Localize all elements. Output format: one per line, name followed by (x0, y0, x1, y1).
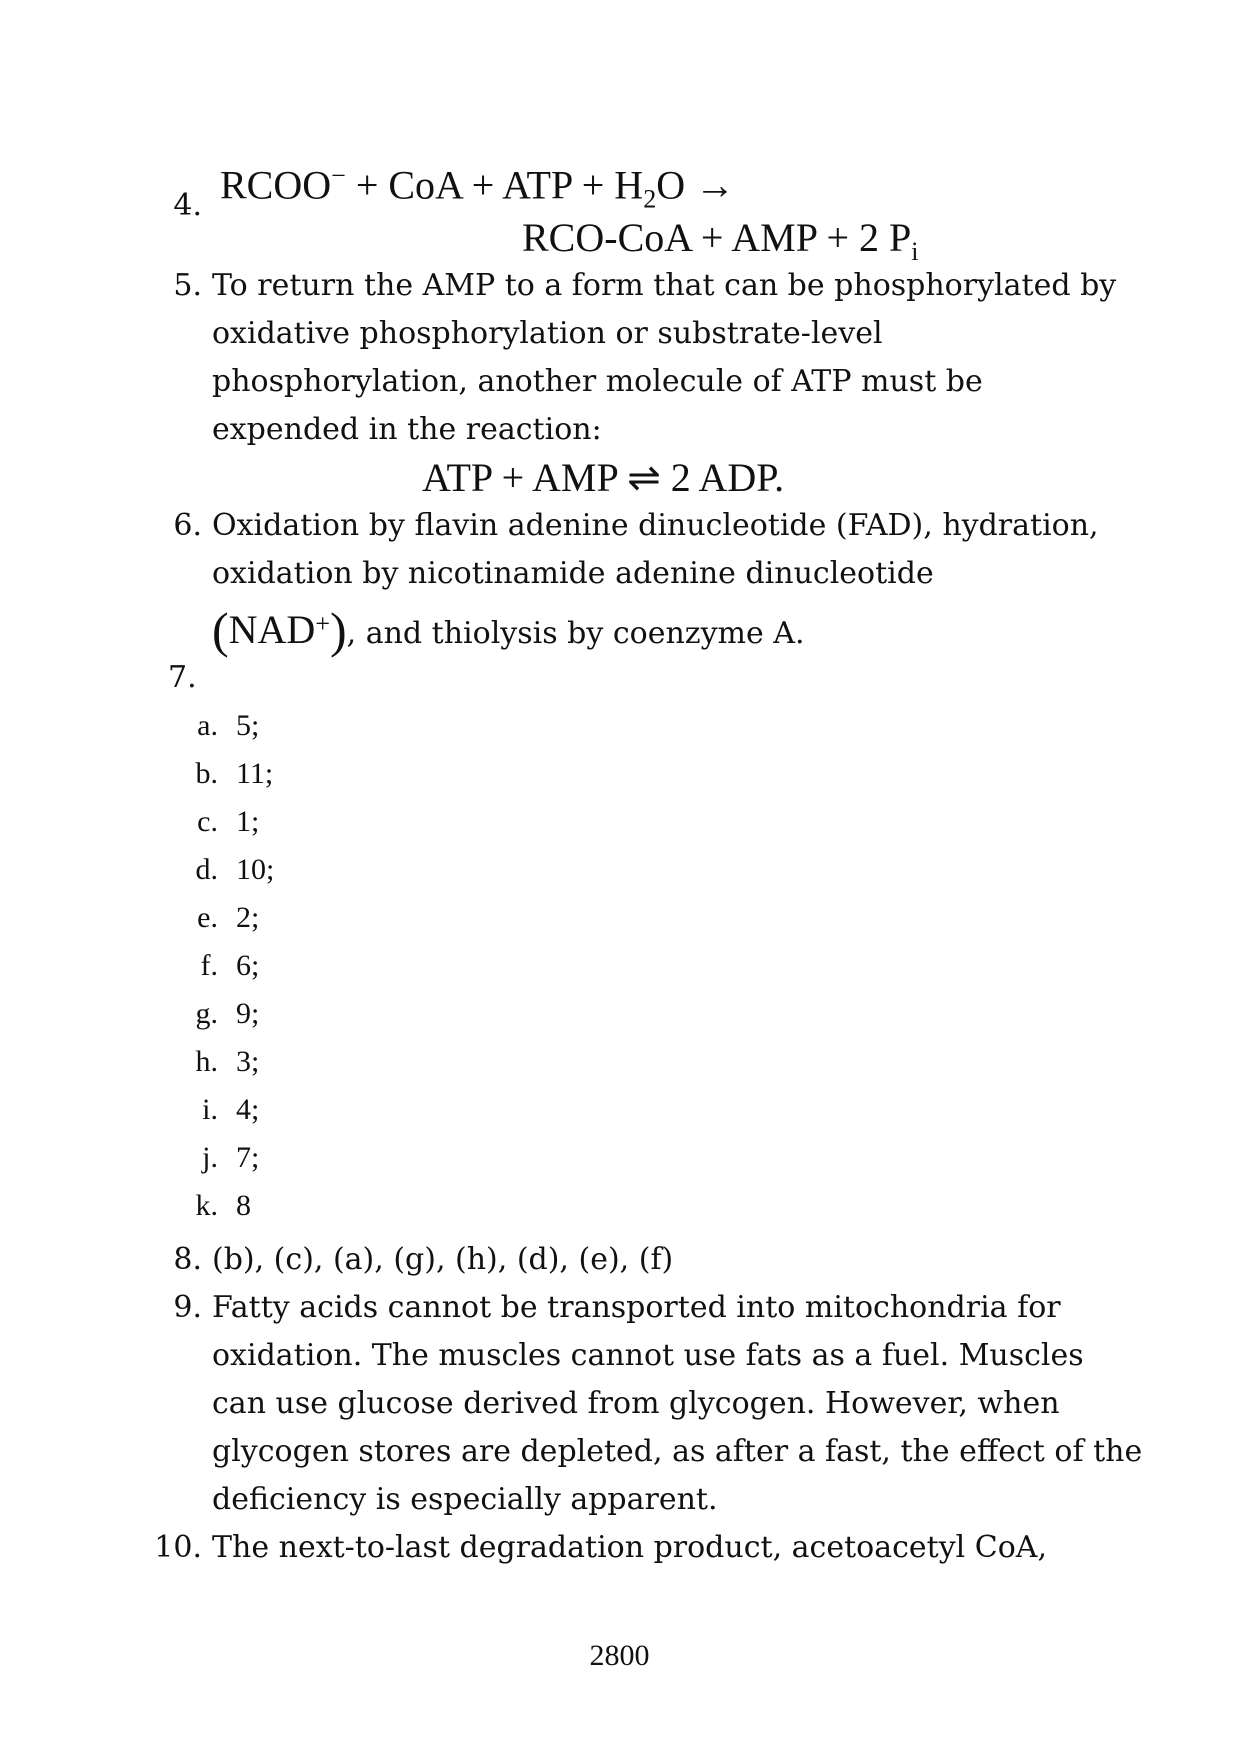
sub-item-label: j. (202, 1141, 218, 1174)
item-number: 8. (173, 1242, 202, 1277)
equation-superscript: − (331, 161, 346, 190)
page-number: 2800 (589, 1639, 650, 1672)
text-line: To return the AMP to a form that can be phosphorylated by (212, 268, 1117, 303)
item-number: 6. (173, 508, 202, 543)
equation-term: RCO-CoA + AMP + 2 P (522, 215, 912, 260)
sub-item-value: 2; (236, 901, 260, 934)
equation-term: O → (656, 162, 736, 208)
sub-item-label: k. (195, 1189, 218, 1222)
sub-item-value: 11; (236, 757, 274, 790)
sub-item-value: 3; (236, 1045, 260, 1078)
equation-subscript: 2 (643, 184, 657, 214)
item-number: 7. (168, 660, 197, 695)
sub-item-value: 9; (236, 997, 260, 1030)
text-line: Fatty acids cannot be transported into mitochondria for (212, 1290, 1061, 1325)
open-paren: ( (212, 602, 229, 658)
text-line: expended in the reaction: (212, 412, 602, 447)
sub-item-value: 6; (236, 949, 260, 982)
item-number: 10. (154, 1530, 202, 1565)
sub-item-value: 1; (236, 805, 260, 838)
sub-item-value: 7; (236, 1141, 260, 1174)
sub-item-value: 4; (236, 1093, 260, 1126)
equation-term: RCOO (220, 162, 332, 208)
text-line: glycogen stores are depleted, as after a fast, the effect of the (212, 1434, 1143, 1469)
text-line: oxidative phosphorylation or substrate-level (212, 316, 883, 351)
text-line: Oxidation by flavin adenine dinucleotide (FAD), hydration, (212, 508, 1099, 543)
equation-subscript: i (911, 237, 919, 266)
text-line: can use glucose derived from glycogen. However, when (212, 1386, 1060, 1421)
sub-item-label: i. (202, 1093, 218, 1126)
item-number: 5. (173, 268, 202, 303)
sub-item-value: 5; (236, 709, 260, 742)
text-line: oxidation by nicotinamide adenine dinucleotide (212, 556, 934, 591)
text-line: phosphorylation, another molecule of ATP must be (212, 364, 983, 399)
sub-item-value: 10; (236, 853, 275, 886)
sub-item-label: h. (195, 1045, 218, 1078)
text-line: (b), (c), (a), (g), (h), (d), (e), (f) (212, 1242, 674, 1277)
text-tail: , and thiolysis by coenzyme A. (346, 616, 805, 651)
sub-item-label: g. (195, 997, 218, 1030)
item-number: 9. (173, 1290, 202, 1325)
text-line: oxidation. The muscles cannot use fats as a fuel. Muscles (212, 1338, 1084, 1373)
sub-item-label: d. (195, 853, 218, 886)
sub-item-value: 8 (236, 1189, 251, 1222)
sub-item-label: f. (200, 949, 218, 982)
sub-item-label: b. (195, 757, 218, 790)
item-number: 4. (173, 188, 202, 223)
text-line (212, 598, 805, 660)
text-line: The next-to-last degradation product, acetoacetyl CoA, (212, 1530, 1047, 1565)
text-line: deficiency is especially apparent. (212, 1482, 718, 1517)
nad-term: NAD (228, 607, 316, 652)
sub-item-label: c. (197, 805, 218, 838)
equation: ATP + AMP ⇌ 2 ADP. (422, 455, 785, 500)
equation-term: + CoA + ATP + H (345, 162, 644, 208)
nad-superscript: + (315, 609, 330, 638)
close-paren: ) (330, 602, 347, 658)
sub-item-label: a. (197, 709, 218, 742)
sub-item-label: e. (197, 901, 218, 934)
